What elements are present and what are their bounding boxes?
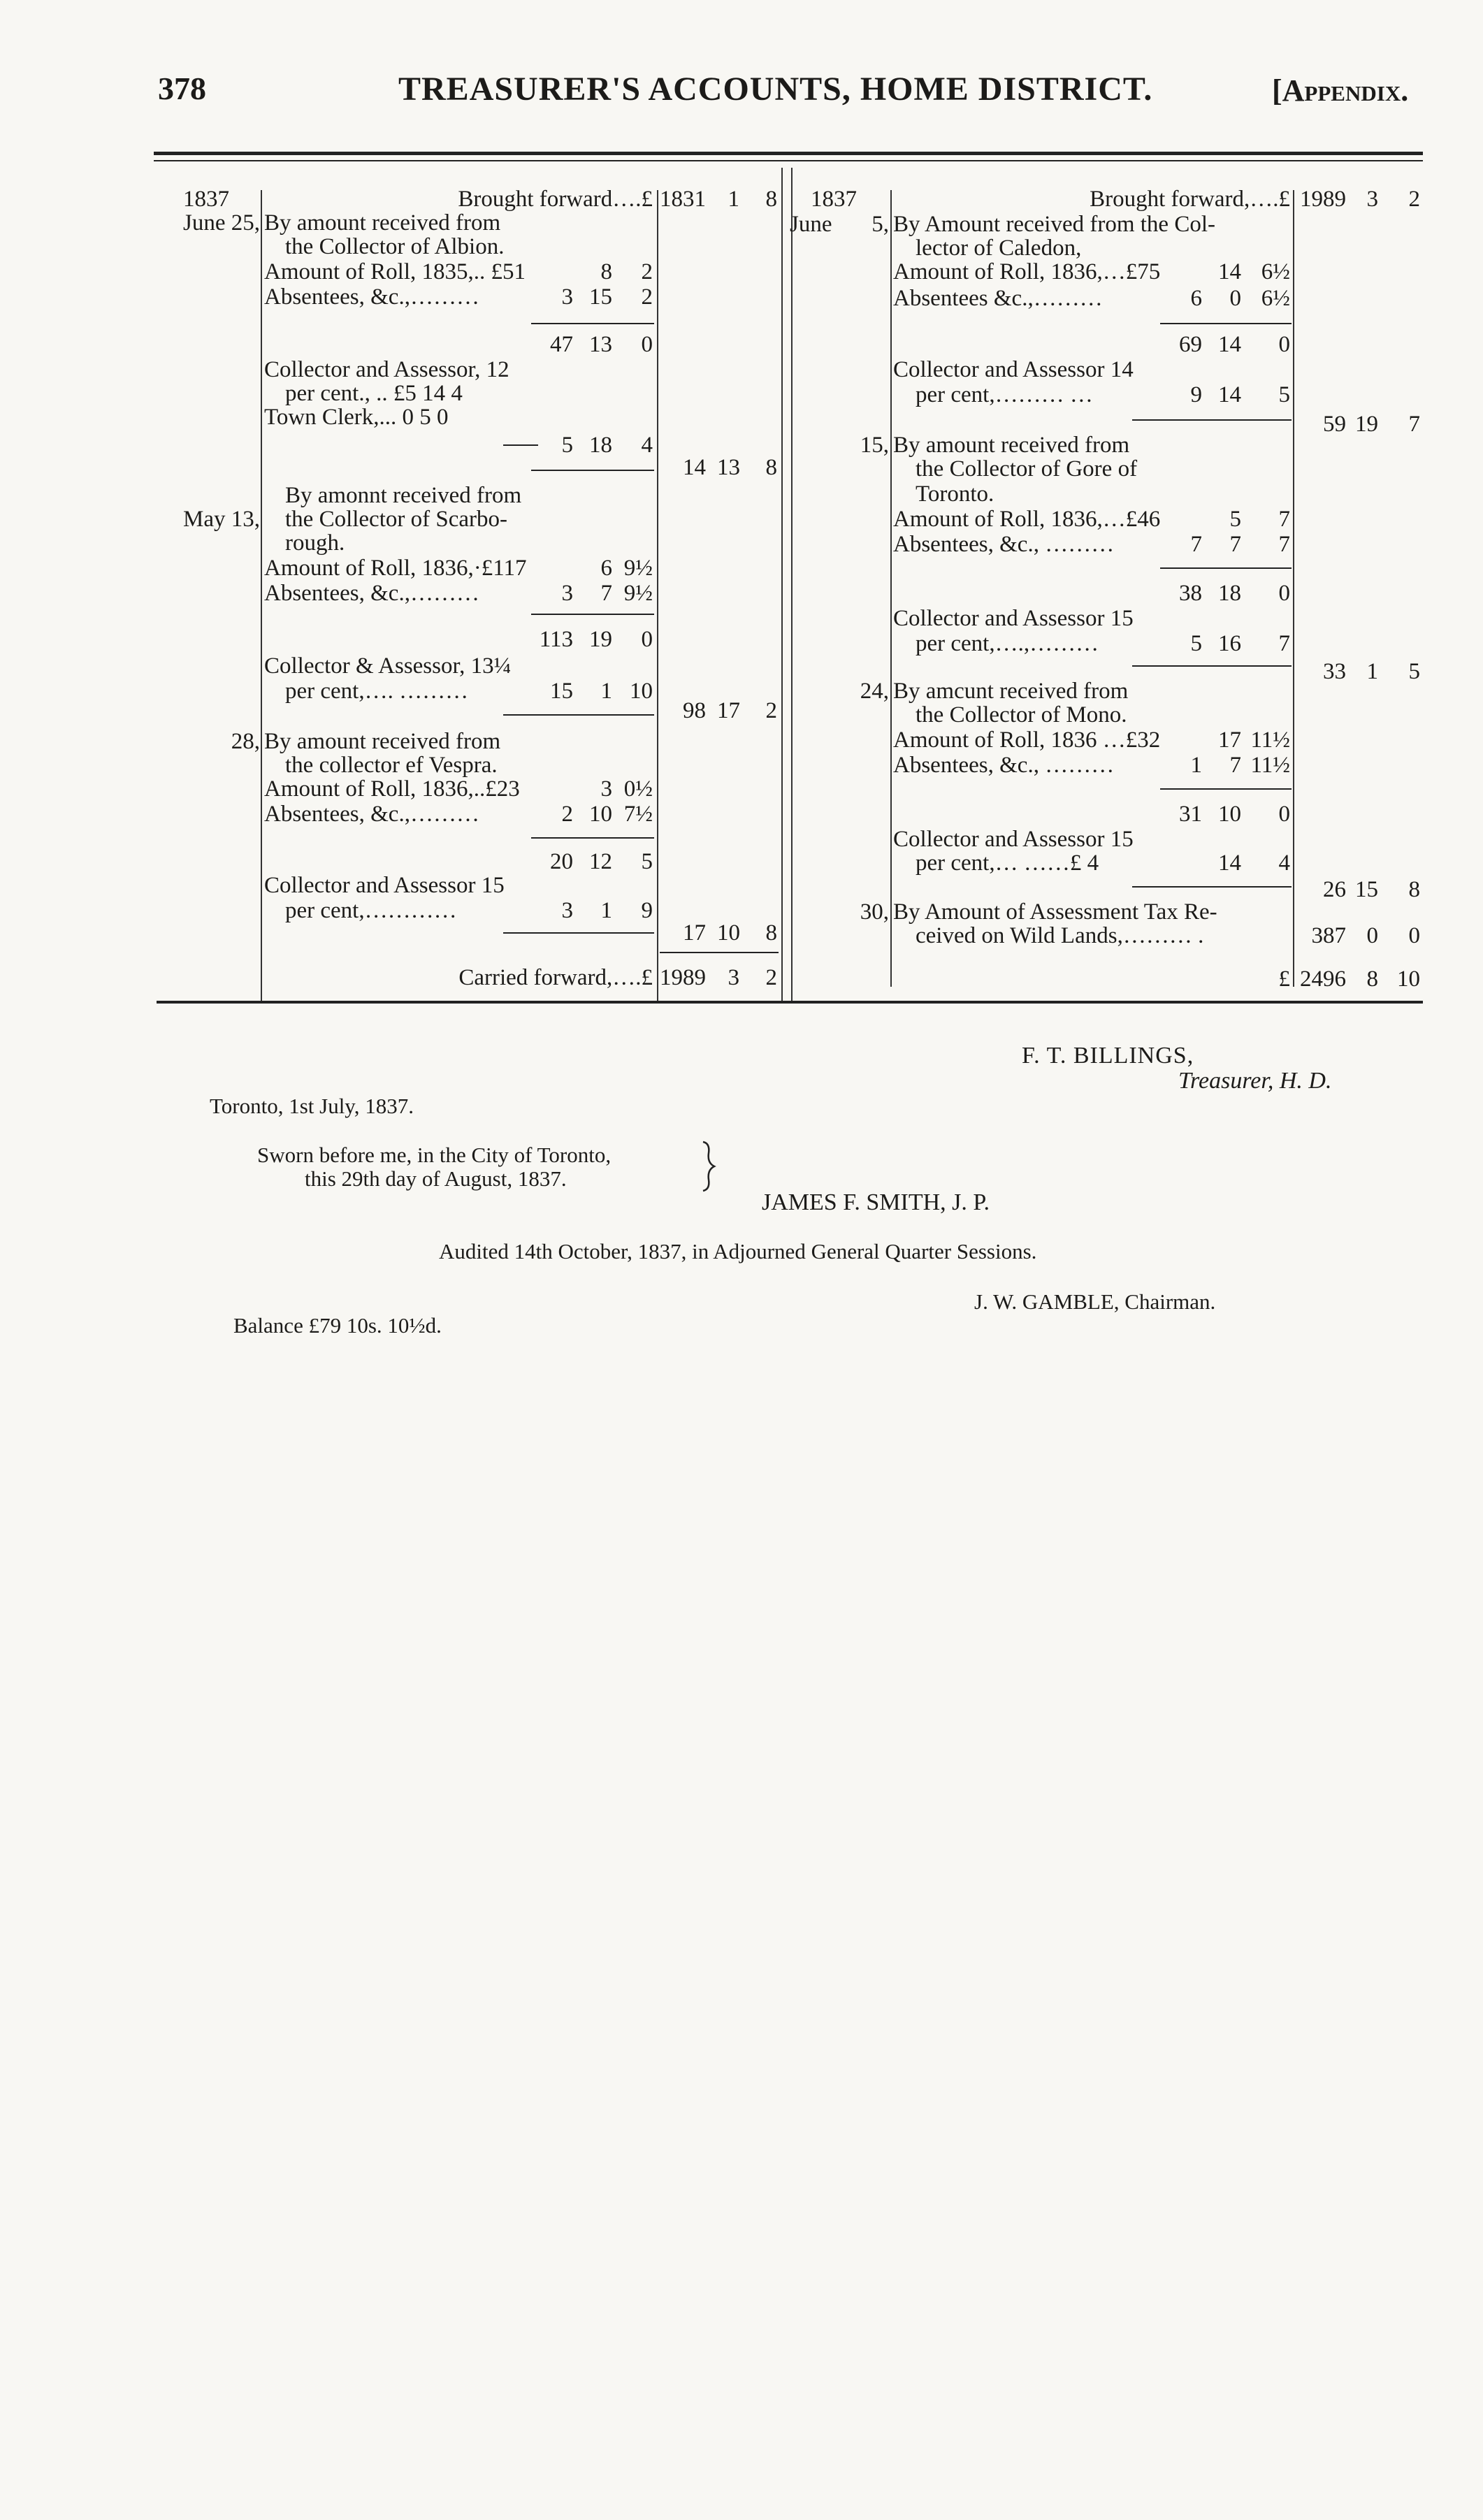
entry-line: the Collector of Scarbo- bbox=[285, 507, 507, 532]
absentees-pounds: 3 bbox=[561, 581, 573, 606]
sworn-line-2: this 29th day of August, 1837. bbox=[305, 1166, 567, 1191]
absentees-pounds: 1 bbox=[1190, 753, 1202, 778]
entry-date: 28, bbox=[231, 729, 260, 754]
treasurer-title: Treasurer, H. D. bbox=[1178, 1068, 1332, 1094]
entry-line: By amcunt received from bbox=[893, 679, 1129, 704]
net-pence: 7 bbox=[1408, 412, 1420, 437]
table-bottom-rule bbox=[157, 1001, 1423, 1004]
entry-end-rule bbox=[503, 714, 654, 716]
chairman-signature: J. W. GAMBLE, Chairman. bbox=[974, 1289, 1216, 1314]
net-pence: 0 bbox=[1408, 923, 1420, 948]
entry-date: 15, bbox=[860, 433, 889, 458]
subtotal-shillings: 10 bbox=[1218, 802, 1241, 827]
roll-pence: 6½ bbox=[1261, 259, 1290, 284]
entry-end-rule bbox=[531, 470, 654, 471]
deduction-pence: 9 bbox=[641, 898, 653, 923]
right-bf-shillings: 3 bbox=[1366, 187, 1378, 212]
absentees-shillings: 7 bbox=[1229, 753, 1241, 778]
subtotal-pence: 5 bbox=[641, 849, 653, 874]
absentees-pounds: 7 bbox=[1190, 532, 1202, 557]
roll-label: Amount of Roll, 1836,…£46 bbox=[893, 507, 1161, 532]
entry-line: By Amount received from the Col- bbox=[893, 212, 1215, 237]
collector-line: Collector and Assessor 15 bbox=[264, 873, 505, 898]
net-pounds: 26 bbox=[1323, 877, 1346, 902]
collector-line: Collector and Assessor, 12 bbox=[264, 357, 509, 382]
entry-line: the Collector of Mono. bbox=[916, 702, 1127, 727]
subtotal-rule bbox=[531, 614, 654, 615]
deduction-pence: 4 bbox=[1278, 850, 1290, 876]
entry-line: rough. bbox=[285, 530, 345, 556]
absentees-label: Absentees, &c.,……… bbox=[264, 581, 479, 606]
net-shillings: 0 bbox=[1366, 923, 1378, 948]
entry-line: the Collector of Albion. bbox=[285, 234, 505, 259]
net-pence: 5 bbox=[1408, 659, 1420, 684]
entry-end-rule bbox=[1132, 886, 1292, 888]
entry-line: By amonnt received from bbox=[285, 483, 522, 508]
entry-line: By amount received from bbox=[264, 729, 501, 754]
subtotal-pence: 0 bbox=[1278, 802, 1290, 827]
entry-date: May 13, bbox=[183, 507, 260, 532]
left-brought-forward-label: Brought forward….£ bbox=[458, 187, 653, 212]
left-carried-forward-label: Carried forward,….£ bbox=[458, 965, 653, 990]
appendix-label: [Appendix. bbox=[1272, 73, 1409, 108]
absentees-pence: 6½ bbox=[1261, 286, 1290, 311]
subtotal-rule bbox=[1160, 567, 1292, 569]
roll-pence: 2 bbox=[641, 259, 653, 284]
header-rule-thin bbox=[154, 160, 1423, 161]
subtotal-pounds: 38 bbox=[1179, 581, 1202, 606]
entry-date: 24, bbox=[860, 679, 889, 704]
absentees-label: Absentees &c.,……… bbox=[893, 286, 1103, 311]
subtotal-shillings: 14 bbox=[1218, 332, 1241, 357]
roll-shillings: 8 bbox=[600, 259, 612, 284]
subtotal-pence: 0 bbox=[641, 627, 653, 652]
right-year: 1837 bbox=[811, 187, 857, 212]
subtotal-pence: 0 bbox=[1278, 581, 1290, 606]
place-date: Toronto, 1st July, 1837. bbox=[210, 1094, 414, 1118]
absentees-shillings: 15 bbox=[589, 284, 612, 310]
sworn-line-1: Sworn before me, in the City of Toronto, bbox=[257, 1143, 612, 1167]
left-bf-pounds: 1831 bbox=[660, 187, 706, 212]
entry-date: 5, bbox=[871, 212, 889, 237]
right-bf-pounds: 1989 bbox=[1300, 187, 1346, 212]
entry-line: Toronto. bbox=[916, 481, 994, 507]
entry-line: lector of Caledon, bbox=[916, 236, 1082, 261]
absentees-shillings: 0 bbox=[1229, 286, 1241, 311]
entry-end-rule bbox=[503, 932, 654, 934]
subtotal-pounds: 113 bbox=[539, 627, 573, 652]
left-bf-shillings: 1 bbox=[728, 187, 739, 212]
absentees-shillings: 7 bbox=[600, 581, 612, 606]
absentees-pence: 9½ bbox=[623, 581, 653, 606]
absentees-pounds: 3 bbox=[561, 284, 573, 310]
absentees-pence: 11½ bbox=[1250, 753, 1290, 778]
collector-line: Collector and Assessor 15 bbox=[893, 606, 1134, 631]
page-title: TREASURER'S ACCOUNTS, HOME DISTRICT. bbox=[398, 71, 1153, 108]
deduction-shillings: 14 bbox=[1218, 850, 1241, 876]
roll-shillings: 5 bbox=[1229, 507, 1241, 532]
subtotal-pounds: 47 bbox=[550, 332, 573, 357]
roll-pence: 9½ bbox=[623, 556, 653, 581]
absentees-label: Absentees, &c.,……… bbox=[264, 284, 479, 310]
collector-line: per cent,….,……… bbox=[916, 631, 1099, 656]
net-pence: 8 bbox=[1408, 877, 1420, 902]
deduction-shillings: 18 bbox=[589, 433, 612, 458]
absentees-shillings: 10 bbox=[589, 802, 612, 827]
right-brought-forward-label: Brought forward,….£ bbox=[1090, 187, 1290, 212]
entry-end-rule bbox=[1132, 665, 1292, 667]
net-shillings: 1 bbox=[1366, 659, 1378, 684]
carried-forward-rule bbox=[660, 952, 779, 953]
net-pounds: 17 bbox=[683, 920, 706, 946]
entry-line: the Collector of Gore of bbox=[916, 456, 1138, 481]
treasurer-name: F. T. BILLINGS, bbox=[1022, 1043, 1194, 1069]
entry-line: the collector ef Vespra. bbox=[285, 753, 498, 778]
page-number: 378 bbox=[158, 71, 206, 106]
net-pence: 8 bbox=[765, 920, 777, 946]
absentees-label: Absentees, &c., ……… bbox=[893, 753, 1115, 778]
absentees-pence: 7½ bbox=[623, 802, 653, 827]
entry-line: By amount received from bbox=[264, 210, 501, 236]
absentees-pounds: 6 bbox=[1190, 286, 1202, 311]
deduction-pence: 7 bbox=[1278, 631, 1290, 656]
absentees-pence: 2 bbox=[641, 284, 653, 310]
right-total-label: £ bbox=[1278, 966, 1290, 992]
net-pounds: 14 bbox=[683, 455, 706, 480]
left-total-rule bbox=[657, 190, 658, 1001]
collector-line: per cent,……… … bbox=[916, 382, 1093, 407]
net-shillings: 10 bbox=[717, 920, 740, 946]
left-year: 1837 bbox=[183, 187, 229, 212]
absentees-shillings: 7 bbox=[1229, 532, 1241, 557]
subtotal-shillings: 13 bbox=[589, 332, 612, 357]
roll-label: Amount of Roll, 1835,.. £51 bbox=[264, 259, 526, 284]
town-clerk-line: Town Clerk,... 0 5 0 bbox=[264, 405, 449, 430]
entry-date: 30, bbox=[860, 899, 889, 925]
subtotal-shillings: 18 bbox=[1218, 581, 1241, 606]
absentees-pence: 7 bbox=[1278, 532, 1290, 557]
justice-of-peace: JAMES F. SMITH, J. P. bbox=[762, 1189, 990, 1215]
collector-line: Collector and Assessor 14 bbox=[893, 357, 1134, 382]
roll-shillings: 14 bbox=[1218, 259, 1241, 284]
roll-pence: 0½ bbox=[623, 776, 653, 802]
deduction-pence: 10 bbox=[630, 679, 653, 704]
roll-label: Amount of Roll, 1836,..£23 bbox=[264, 776, 520, 802]
subtotal-pounds: 20 bbox=[550, 849, 573, 874]
deduction-pounds: 9 bbox=[1190, 382, 1202, 407]
center-rule-a bbox=[781, 168, 783, 1001]
deduction-pounds: 5 bbox=[1190, 631, 1202, 656]
net-shillings: 19 bbox=[1355, 412, 1378, 437]
brace-icon bbox=[699, 1140, 718, 1192]
subtotal-shillings: 19 bbox=[589, 627, 612, 652]
right-bf-pence: 2 bbox=[1408, 187, 1420, 212]
collector-line: per cent,………… bbox=[285, 898, 457, 923]
right-total-pounds: 2496 bbox=[1300, 966, 1346, 992]
net-shillings: 13 bbox=[717, 455, 740, 480]
roll-pence: 7 bbox=[1278, 507, 1290, 532]
deduction-pence: 4 bbox=[641, 433, 653, 458]
balance-line: Balance £79 10s. 10½d. bbox=[233, 1313, 442, 1338]
header-rule-thick bbox=[154, 152, 1423, 155]
roll-shillings: 6 bbox=[600, 556, 612, 581]
absentees-label: Absentees, &c.,……… bbox=[264, 802, 479, 827]
collector-line: per cent,…. ……… bbox=[285, 679, 469, 704]
net-pence: 8 bbox=[765, 455, 777, 480]
collector-line: Collector & Assessor, 13¼ bbox=[264, 653, 512, 679]
subtotal-rule bbox=[531, 837, 654, 839]
right-total-shillings: 8 bbox=[1366, 966, 1378, 992]
left-bf-pence: 8 bbox=[765, 187, 777, 212]
entry-end-rule bbox=[1132, 419, 1292, 421]
entry-line: By amount received from bbox=[893, 433, 1130, 458]
entry-month: June bbox=[790, 212, 832, 237]
net-pence: 2 bbox=[765, 698, 777, 723]
right-date-rule bbox=[890, 190, 892, 987]
deduction-pounds: 3 bbox=[561, 898, 573, 923]
subtotal-pence: 0 bbox=[1278, 332, 1290, 357]
subtotal-pounds: 31 bbox=[1179, 802, 1202, 827]
left-cf-pounds: 1989 bbox=[660, 965, 706, 990]
deduction-shillings: 1 bbox=[600, 679, 612, 704]
right-total-pence: 10 bbox=[1397, 966, 1420, 992]
collector-line: per cent., .. £5 14 4 bbox=[285, 381, 463, 406]
center-rule-b bbox=[791, 168, 793, 1001]
deduction-pounds: 5 bbox=[561, 433, 573, 458]
collector-line: Collector and Assessor 15 bbox=[893, 827, 1134, 852]
right-total-rule bbox=[1293, 190, 1294, 987]
net-shillings: 17 bbox=[717, 698, 740, 723]
net-pounds: 387 bbox=[1311, 923, 1346, 948]
deduction-pounds: 15 bbox=[550, 679, 573, 704]
left-cf-pence: 2 bbox=[765, 965, 777, 990]
audit-statement: Audited 14th October, 1837, in Adjourned General Quarter Sessions. bbox=[439, 1239, 1037, 1263]
entry-date: June 25, bbox=[183, 210, 260, 236]
subtotal-rule bbox=[531, 323, 654, 324]
subtotal-rule bbox=[1160, 323, 1292, 324]
subtotal-shillings: 12 bbox=[589, 849, 612, 874]
deduction-pence: 5 bbox=[1278, 382, 1290, 407]
subtotal-pounds: 69 bbox=[1179, 332, 1202, 357]
deduction-shillings: 14 bbox=[1218, 382, 1241, 407]
net-pounds: 98 bbox=[683, 698, 706, 723]
net-pounds: 33 bbox=[1323, 659, 1346, 684]
entry-line: ceived on Wild Lands,……… . bbox=[916, 923, 1204, 948]
left-date-rule bbox=[261, 190, 262, 1001]
roll-label: Amount of Roll, 1836,·£117 bbox=[264, 556, 527, 581]
roll-label: Amount of Roll, 1836,…£75 bbox=[893, 259, 1161, 284]
deduction-shillings: 16 bbox=[1218, 631, 1241, 656]
absentees-pounds: 2 bbox=[561, 802, 573, 827]
roll-pence: 11½ bbox=[1250, 727, 1290, 753]
subtotal-pence: 0 bbox=[641, 332, 653, 357]
left-cf-shillings: 3 bbox=[728, 965, 739, 990]
collector-line: per cent,… ……£ 4 bbox=[916, 850, 1099, 876]
roll-label: Amount of Roll, 1836 …£32 bbox=[893, 727, 1161, 753]
net-pounds: 59 bbox=[1323, 412, 1346, 437]
absentees-label: Absentees, &c., ……… bbox=[893, 532, 1115, 557]
subtotal-rule bbox=[1160, 788, 1292, 790]
deduction-shillings: 1 bbox=[600, 898, 612, 923]
roll-shillings: 3 bbox=[600, 776, 612, 802]
entry-line: By Amount of Assessment Tax Re- bbox=[893, 899, 1217, 925]
roll-shillings: 17 bbox=[1218, 727, 1241, 753]
net-shillings: 15 bbox=[1355, 877, 1378, 902]
